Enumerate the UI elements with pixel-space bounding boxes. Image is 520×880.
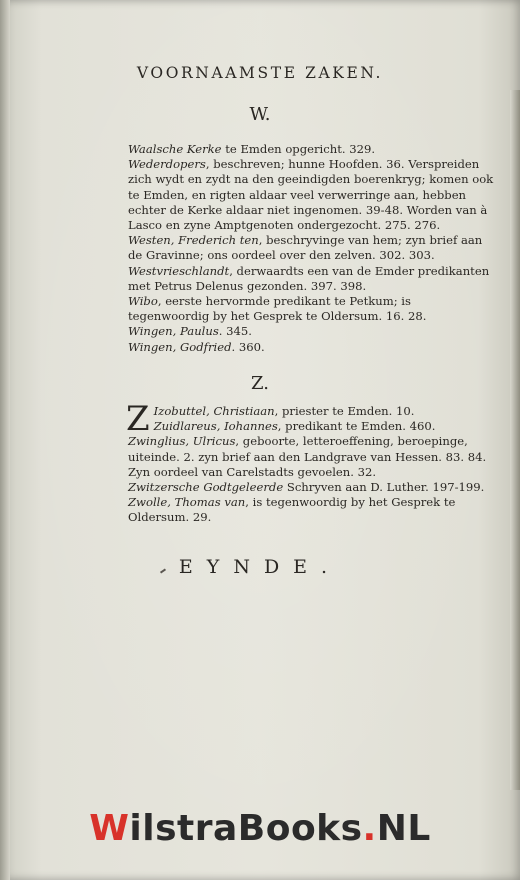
index-entry: Zwolle, Thomas van, is tegenwoordig by het Gesprek te Oldersum. 29.: [128, 495, 456, 525]
index-entry: Wibo, eerste hervormde predikant te Petkum; is tegenwoordig by het Gesprek te Oldersum. 16. 28.: [128, 294, 427, 324]
section-heading-w: W.: [249, 104, 271, 125]
closing-word: EYNDE.: [178, 556, 342, 578]
index-entry: Zuidlareus, Iohannes, predikant te Emden. 460.: [153, 419, 436, 434]
index-entry: Wederdopers, beschreven; hunne Hoofden. 36. Verspreiden zich wydt en zydt na den geeindigden boerenkryg; komen ook te Emden, en rigten aldaar veel verwerringe aan, hebben echter de Kerke aldaar niet ingenomen. 39-48. Worden van à Lasco en zyne Amptgenoten ondergezocht. 275. 276.: [128, 157, 494, 233]
page-right-edge: [510, 90, 520, 790]
index-entry: Wingen, Paulus. 345.: [128, 324, 252, 339]
index-section-w: [128, 142, 494, 355]
index-entry: Westen, Frederich ten, beschryvinge van hem; zyn brief aan de Gravinne; ons oordeel over den zelven. 302. 303.: [128, 233, 483, 263]
index-entry: Z Izobuttel, Christiaan, priester te Emden. 10.: [126, 399, 415, 439]
drop-cap: Z: [126, 399, 150, 439]
watermark-logo: WilstraBooks.NL: [89, 808, 431, 849]
page-header: VOORNAAMSTE ZAKEN.: [136, 64, 384, 82]
section-heading-z: Z.: [251, 373, 269, 394]
index-section-z: [126, 399, 494, 526]
index-entry: Waalsche Kerke te Emden opgericht. 329.: [128, 142, 376, 156]
index-entry: Westvrieschlandt, derwaardts een van de Emder predikanten met Petrus Delenus gezonden. 397. 398.: [128, 263, 490, 293]
index-entry: Zwinglius, Ulricus, geboorte, letteroeffening, beroepinge, uiteinde. 2. zyn brief aan den Landgrave van Hessen. 83. 84. Zyn oordeel van Carelstadts gevoelen. 32.: [128, 434, 487, 479]
index-entry: Zwitzersche Godtgeleerde Schryven aan D. Luther. 197-199.: [128, 480, 485, 495]
index-entry: Wingen, Godfried. 360.: [128, 339, 265, 354]
page-left-edge: [0, 0, 10, 880]
